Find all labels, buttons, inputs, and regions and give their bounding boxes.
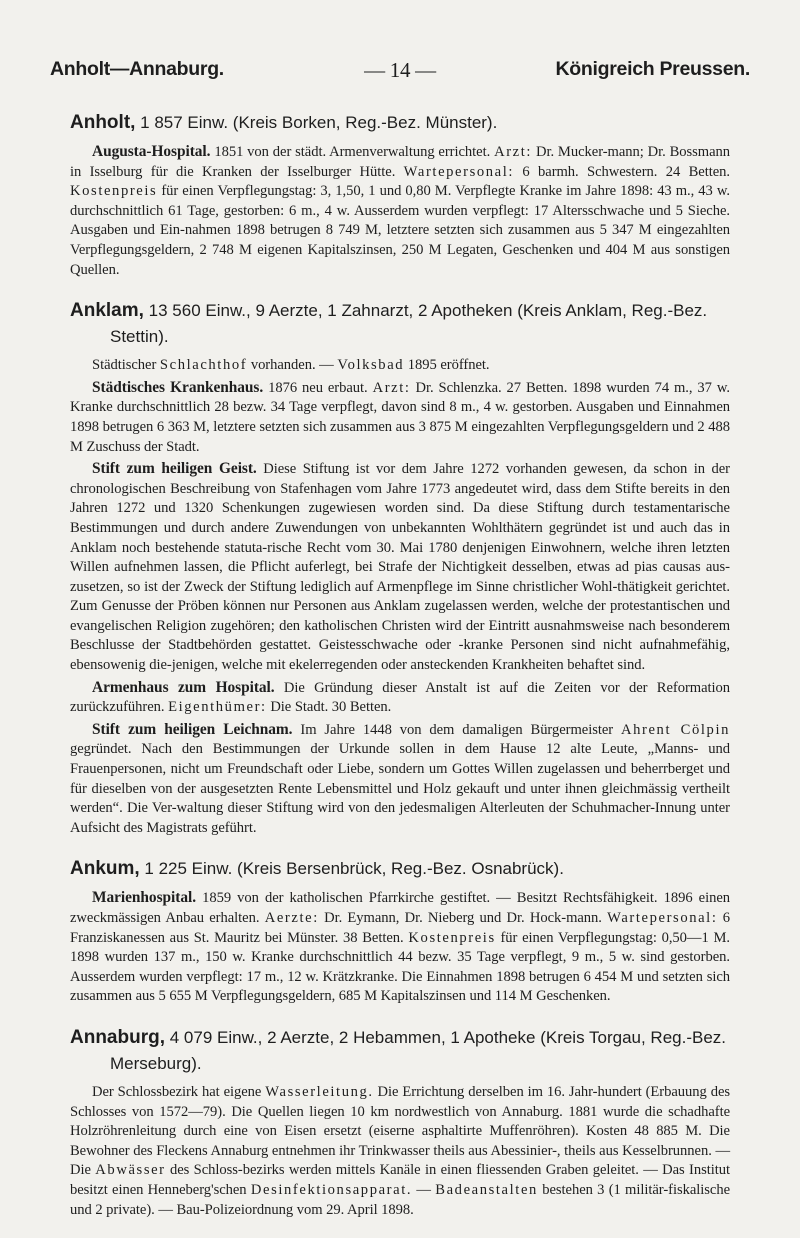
institution-title: Stift zum heiligen Geist. — [92, 460, 257, 478]
text-run: Dr. Schlenzka. 27 Betten. 1898 wurden 74 m., 37 w. Kranke durchschnittlich 28 bezw. 34 Tage verpflegt, davon sind 8 m., 4 w. gestorben. Ausgaben und Einnahmen 1898 betrugen 6 363 M, letztere setzten sich zusammen aus 3 875 M eingezahlten Verpflegungsgeldern und 2 488 M Zuschuss der Stadt. — [70, 379, 730, 455]
place-name: Anholt, — [70, 112, 136, 133]
text-run: 1895 eröffnet. — [404, 357, 490, 374]
spaced-term: Eigenthümer: — [168, 699, 267, 716]
body-text — [70, 110, 730, 1238]
paragraph — [70, 459, 730, 676]
spaced-term: Kostenpreis — [408, 929, 496, 946]
entry-heading — [70, 298, 730, 350]
text-run: Dr. Mucker-mann; Dr. Bossmann in Isselburg für die Kranken der Isselburger Hütte. — [70, 144, 730, 180]
text-run: für einen Verpflegungstag: 0,50—1 M. 1898 wurden 137 m., 150 w. Kranke durchschnittlich 44 bezw. 35 Tage verpflegt, 9 m., 5 w. sind gestorben. Ausserdem wurden verpflegt: 17 m., 12 w. Krätzkranke. Die Einnahmen 1898 betrugen 6 454 M und setzten sich zusammen aus 5 655 M Verpflegungsgeldern, 685 M Kapitalszinsen und 114 M Geschenken. — [70, 929, 730, 1005]
spaced-term: Arzt: — [494, 144, 533, 160]
paragraph — [70, 142, 730, 280]
text-run: Diese Stiftung ist vor dem Jahre 1272 vorhanden gewesen, da schon in der chronologischen Beschreibung von Stafenhagen vom Jahre 1773 angedeutet wird, dass dem Stifte bereits in den Jahren 1272 und 1320 Schenkungen zugewiesen worden sind. Da diese Stiftung durch testamentarische Bestimmungen und durch andere Zuwendungen von unbekannten Wohlthätern gegründet ist und auch das in Anklam noch bestehende statuta-rische Recht vom 30. Mai 1780 denjenigen Einwohnern, welche ihren letzten Willen aufnehmen lassen, die Pflicht auferlegt, bei Strafe der Nichtigkeit desselben, etwas ad pias causas aus-zusetzen, so ist der Zweck der Stiftung lediglich auf Armenpflege im Sinne christlicher Wohl-thätigkeit gerichtet. Zum Genusse der Pröben können nur Personen aus Anklam zugelassen werden, welche der protestantischen und evangelischen Religion zugehören; den katholischen Christen wird der Eintritt ausnahmsweise nach besonderem Beschlusse der Stadtbehörden gestattet. Geistesschwache oder -kranke Personen sind nicht aufnahmefähig, ebensowenig die-jenigen, welche mit ekelerregenden oder ansteckenden Krankheiten behaftet sind. — [70, 461, 730, 674]
place-name: Ankum, — [70, 858, 140, 880]
paragraph — [70, 720, 730, 839]
paragraph — [70, 888, 730, 1007]
spaced-term: Arzt: — [372, 379, 411, 396]
text-run: Die Gründung dieser Anstalt ist auf die Zeiten vor der Reformation zurückzuführen. — [70, 679, 730, 716]
place-entry — [70, 298, 730, 838]
place-entry — [70, 856, 730, 1007]
text-run: — — [412, 1181, 436, 1198]
paragraph — [70, 678, 730, 718]
spaced-term: Desinfektionsapparat. — [250, 1181, 413, 1198]
place-name: Annaburg, — [70, 1026, 165, 1048]
header-left: Anholt—Annaburg. — [50, 58, 224, 80]
institution-title: Armenhaus zum Hospital. — [92, 678, 275, 696]
place-info: 4 079 Einw., 2 Aerzte, 2 Hebammen, 1 Apotheke (Kreis Torgau, Reg.-Bez. Merseburg). — [110, 1027, 727, 1073]
text-run: Dr. Eymann, Dr. Nieberg und Dr. Hock-mann. — [318, 910, 608, 926]
header-right: Königreich Preussen. — [555, 58, 750, 80]
spaced-term: Volksbad — [337, 357, 405, 374]
place-info: 1 857 Einw. (Kreis Borken, Reg.-Bez. Münster). — [140, 113, 498, 132]
text-run: Städtischer — [92, 357, 160, 374]
entry-heading — [70, 856, 730, 882]
text-run: Die Errichtung derselben im 16. Jahr-hundert (Erbauung des Schlosses von 1572—79). Die Quellen liegen 10 km nordwestlich von Annaburg. 1881 wurde die schadhafte Holzröhrenleitung durch eine von Eisen ersetzt (eiserne asphaltirte Muffenröhren). Kosten 48 885 M. Die Bewohner des Fleckens Annaburg entnehmen ihr Trinkwasser theils aus Abessinier-, theils aus Kesselbrunnen. — Die — [70, 1083, 730, 1179]
entry-heading — [70, 1025, 730, 1077]
text-run: bestehen 3 (1 militär-fiskalische und 2 private). — Bau-Polizeiordnung vom 29. April 1898. — [70, 1181, 730, 1218]
text-run: 1859 von der katholischen Pfarrkirche gestiftet. — Besitzt Rechtsfähigkeit. 1896 einen zweckmässigen Anbau erhalten. — [70, 890, 730, 926]
text-run: vorhanden. — — [247, 357, 338, 374]
spaced-term: Badeanstalten — [435, 1181, 538, 1198]
spaced-term: Schlachthof — [159, 357, 248, 374]
spaced-term: Wasserleitung. — [265, 1083, 374, 1100]
text-run: 1851 von der städt. Armenverwaltung errichtet. — [210, 144, 495, 160]
institution-title: Augusta-Hospital. — [92, 143, 211, 160]
paragraph — [70, 1083, 730, 1220]
running-header — [50, 58, 750, 88]
place-name: Anklam, — [70, 300, 144, 322]
spaced-term: Ahrent Cölpin — [620, 721, 730, 738]
text-run: 6 barmh. Schwestern. 24 Betten. — [514, 163, 731, 180]
institution-title: Stift zum heiligen Leichnam. — [92, 720, 293, 738]
institution-title: Marienhospital. — [92, 889, 196, 907]
institution-title: Städtisches Krankenhaus. — [92, 378, 264, 396]
text-run: gegründet. Nach den Bestimmungen der Urkunde sollen in dem Hause 12 alte Leute, „Manns- und Frauenpersonen, nicht um Freundschaft oder Liebe, sondern um Gottes Willen zugelassen und beherrberget und für dieselben von der ausgesetzten Rente Lebensmittel und Holz gekauft und unter ihnen gleichmässig vertheilt werden“. Die Ver-waltung dieser Stiftung wird von den jedesmaligen Alterleuten der Schuhmacher-Innung unter Aufsicht des Magistrats geführt. — [70, 741, 730, 836]
spaced-term: Kostenpreis — [70, 183, 158, 200]
text-run: Im Jahre 1448 von dem damaligen Bürgermeister — [292, 721, 621, 738]
text-run: Der Schlossbezirk hat eigene — [92, 1083, 266, 1100]
paragraph — [70, 356, 730, 376]
spaced-term: Aerzte: — [264, 910, 319, 926]
paragraph — [70, 378, 730, 457]
spaced-term: Wartepersonal: — [607, 910, 718, 926]
page-number: — 14 — — [364, 58, 436, 82]
place-info: 13 560 Einw., 9 Aerzte, 1 Zahnarzt, 2 Apotheken (Kreis Anklam, Reg.-Bez. Stettin). — [110, 301, 708, 347]
text-run: des Schloss-bezirks werden mittels Kanäle in einen fliessenden Graben geleitet. — Das Institut besitzt einen Henneberg'schen — [70, 1162, 730, 1198]
place-info: 1 225 Einw. (Kreis Bersenbrück, Reg.-Bez. Osnabrück). — [144, 859, 564, 879]
place-entry — [70, 1025, 730, 1220]
text-run: 1876 neu erbaut. — [263, 379, 373, 396]
text-run: 6 Franziskanessen aus St. Mauritz bei Münster. 38 Betten. — [70, 910, 730, 946]
text-run: für einen Verpflegungstag: 3, 1,50, 1 und 0,80 M. Verpflegte Kranke im Jahre 1898: 43 m., 43 w. durchschnittlich 61 Tage, gestorben: 6 m., 4 w. Ausserdem wurden verpflegt: 17 Altersschwache und 5 Sieche. Ausgaben und Ein-nahmen 1898 betrugen 8 749 M, letztere setzten sich zusammen aus 5 347 M eingezahlten Verpflegungsgeldern, 2 748 M eigenen Kapitalszinsen, 250 M Legaten, Geschenken und 404 M aus sonstigen Quellen. — [70, 183, 730, 278]
spaced-term: Abwässer — [95, 1162, 166, 1179]
place-entry — [70, 110, 730, 280]
spaced-term: Wartepersonal: — [403, 163, 515, 180]
entry-heading — [70, 110, 730, 136]
text-run: Die Stadt. 30 Betten. — [266, 699, 392, 716]
